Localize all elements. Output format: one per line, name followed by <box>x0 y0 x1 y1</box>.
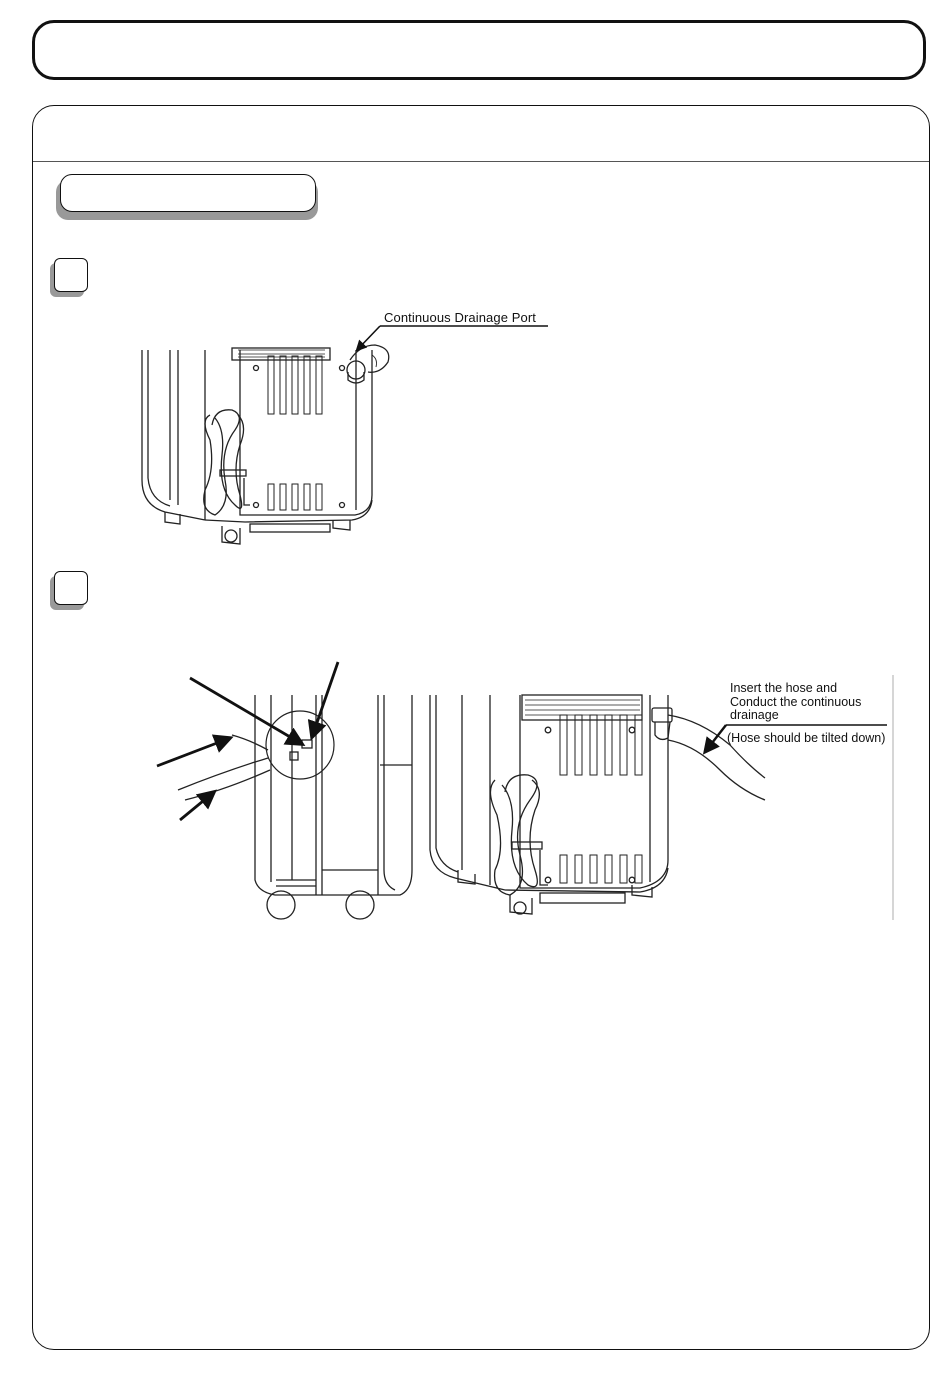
figure-2-side-detail <box>178 695 412 919</box>
continuous-drainage-port-label: Continuous Drainage Port <box>384 310 536 325</box>
insert-hose-label: Insert the hose and Conduct the continuous drainage <box>730 681 862 722</box>
figure-1-unit-rear <box>142 345 389 544</box>
figure-2-unit-with-hose <box>430 695 765 914</box>
hose-tilt-label: (Hose should be tilted down) <box>727 731 886 745</box>
